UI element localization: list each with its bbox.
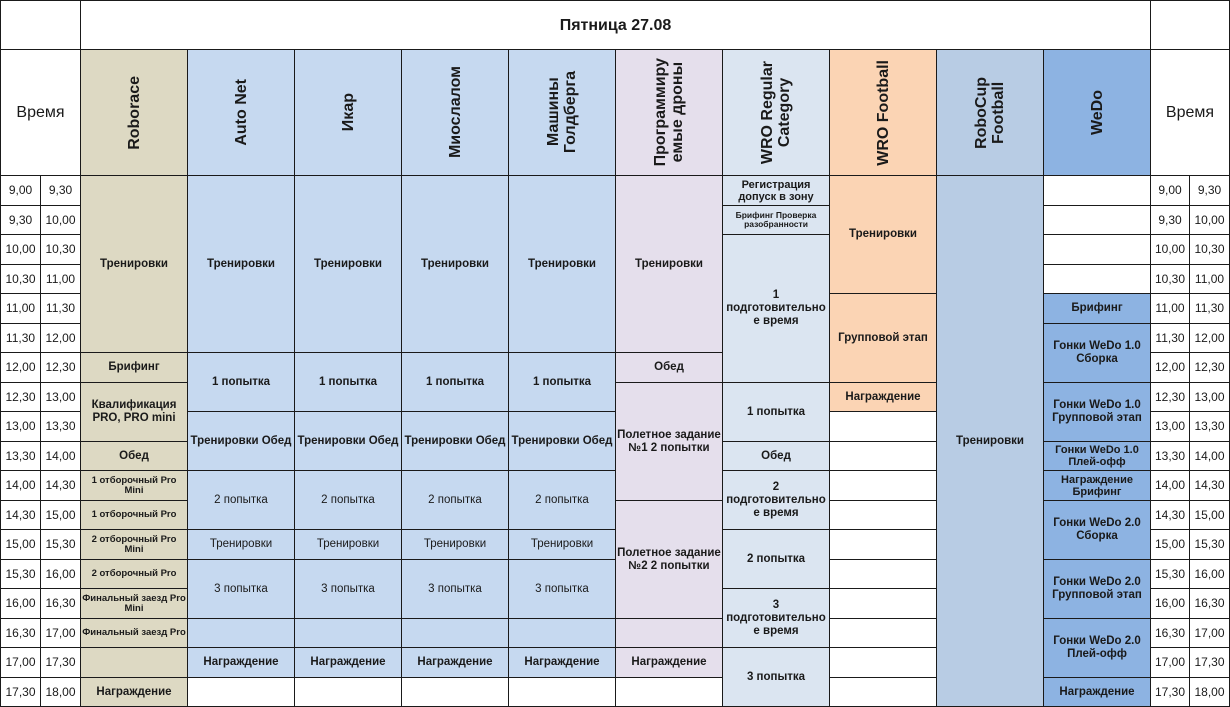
time-end: 15,00 bbox=[1189, 500, 1230, 530]
time-start: 13,00 bbox=[1150, 411, 1190, 442]
time-start: 14,00 bbox=[1150, 470, 1190, 501]
time-end: 11,30 bbox=[40, 293, 81, 324]
time-end: 14,00 bbox=[1189, 441, 1230, 471]
schedule-cell bbox=[401, 618, 509, 648]
schedule-cell bbox=[829, 677, 937, 707]
column-header-label: Auto Net bbox=[232, 79, 250, 146]
schedule-cell: Гонки WeDo 1.0 Плей-офф bbox=[1043, 441, 1151, 471]
schedule-cell: Групповой этап bbox=[829, 293, 937, 383]
time-start: 13,00 bbox=[0, 411, 41, 442]
schedule-cell bbox=[1043, 234, 1151, 265]
schedule-cell: 3 подготовительно е время bbox=[722, 588, 830, 648]
schedule-cell bbox=[829, 411, 937, 442]
schedule-cell bbox=[187, 677, 295, 707]
time-end: 11,30 bbox=[1189, 293, 1230, 324]
schedule-cell: Награждение bbox=[615, 647, 723, 678]
schedule-cell: Тренировки bbox=[508, 175, 616, 353]
time-start: 12,30 bbox=[1150, 382, 1190, 412]
time-end: 13,00 bbox=[1189, 382, 1230, 412]
schedule-cell bbox=[829, 470, 937, 501]
schedule-cell bbox=[1043, 264, 1151, 294]
time-end: 15,30 bbox=[1189, 529, 1230, 560]
time-end: 11,00 bbox=[1189, 264, 1230, 294]
schedule-cell: Тренировки bbox=[294, 529, 402, 560]
schedule-cell bbox=[80, 647, 188, 678]
schedule-cell: Обед bbox=[722, 441, 830, 471]
schedule-cell: 1 попытка bbox=[722, 382, 830, 442]
time-start: 10,30 bbox=[1150, 264, 1190, 294]
schedule-cell: Полетное задание №1 2 попытки bbox=[615, 382, 723, 501]
column-header bbox=[508, 49, 616, 176]
time-end: 18,00 bbox=[1189, 677, 1230, 707]
time-end: 17,30 bbox=[1189, 647, 1230, 678]
schedule-cell: Награждение Брифинг bbox=[1043, 470, 1151, 501]
time-header-right: Время bbox=[1150, 49, 1230, 176]
column-header-label: WRO Football bbox=[874, 59, 892, 166]
time-start: 12,30 bbox=[0, 382, 41, 412]
time-start: 15,00 bbox=[0, 529, 41, 560]
schedule-cell: Гонки WeDo 2.0 Сборка bbox=[1043, 500, 1151, 560]
time-start: 11,00 bbox=[1150, 293, 1190, 324]
column-header bbox=[722, 49, 830, 176]
time-start: 13,30 bbox=[0, 441, 41, 471]
time-end: 16,30 bbox=[40, 588, 81, 619]
time-end: 16,30 bbox=[1189, 588, 1230, 619]
time-start: 10,00 bbox=[0, 234, 41, 265]
schedule-cell bbox=[615, 618, 723, 648]
column-header bbox=[80, 49, 188, 176]
schedule-cell: Тренировки bbox=[187, 529, 295, 560]
schedule-cell: Обед bbox=[80, 441, 188, 471]
schedule-cell: 1 попытка bbox=[508, 352, 616, 412]
schedule-cell: Тренировки bbox=[401, 529, 509, 560]
schedule-cell: 2 попытка bbox=[294, 470, 402, 530]
schedule-cell: Полетное задание №2 2 попытки bbox=[615, 500, 723, 619]
schedule-cell bbox=[1043, 205, 1151, 235]
schedule-cell: Финальный заезд Pro Mini bbox=[80, 588, 188, 619]
schedule-cell: 1 подготовительно е время bbox=[722, 234, 830, 383]
time-start: 14,00 bbox=[0, 470, 41, 501]
time-start: 11,30 bbox=[1150, 323, 1190, 353]
time-start: 12,00 bbox=[1150, 352, 1190, 383]
schedule-cell: Гонки WeDo 1.0 Групповой этап bbox=[1043, 382, 1151, 442]
column-header-label: RoboCup Football bbox=[973, 76, 1007, 149]
schedule-cell: 3 попытка bbox=[508, 559, 616, 619]
schedule-cell bbox=[829, 529, 937, 560]
schedule-cell: Квалификация PRO, PRO mini bbox=[80, 382, 188, 442]
schedule-cell: Гонки WeDo 2.0 Групповой этап bbox=[1043, 559, 1151, 619]
time-start: 16,30 bbox=[0, 618, 41, 648]
schedule-cell: Тренировки bbox=[294, 175, 402, 353]
schedule-cell: 1 попытка bbox=[401, 352, 509, 412]
column-header-label: Машины Голдберга bbox=[545, 71, 579, 154]
schedule-cell: 3 попытка bbox=[401, 559, 509, 619]
time-end: 9,30 bbox=[40, 175, 81, 206]
column-header-label: WRO Regular Category bbox=[759, 60, 793, 165]
time-start: 14,30 bbox=[0, 500, 41, 530]
schedule-cell: Награждение bbox=[1043, 677, 1151, 707]
time-end: 9,30 bbox=[1189, 175, 1230, 206]
schedule-cell: Тренировки Обед bbox=[187, 411, 295, 471]
time-end: 11,00 bbox=[40, 264, 81, 294]
schedule-cell: Тренировки Обед bbox=[401, 411, 509, 471]
column-header bbox=[294, 49, 402, 176]
time-end: 12,30 bbox=[1189, 352, 1230, 383]
time-end: 17,00 bbox=[1189, 618, 1230, 648]
column-header bbox=[187, 49, 295, 176]
time-start: 17,30 bbox=[1150, 677, 1190, 707]
time-end: 12,00 bbox=[1189, 323, 1230, 353]
time-end: 17,30 bbox=[40, 647, 81, 678]
column-header bbox=[1043, 49, 1151, 176]
time-start: 9,30 bbox=[0, 205, 41, 235]
schedule-cell bbox=[829, 588, 937, 619]
schedule-cell bbox=[294, 677, 402, 707]
time-start: 10,00 bbox=[1150, 234, 1190, 265]
schedule-cell: Обед bbox=[615, 352, 723, 383]
schedule-cell: Тренировки Обед bbox=[508, 411, 616, 471]
column-header bbox=[936, 49, 1044, 176]
schedule-cell: Тренировки bbox=[508, 529, 616, 560]
time-end: 10,30 bbox=[40, 234, 81, 265]
schedule-cell bbox=[615, 677, 723, 707]
corner-top-left bbox=[0, 0, 81, 50]
time-end: 18,00 bbox=[40, 677, 81, 707]
schedule-cell bbox=[508, 618, 616, 648]
time-start: 15,00 bbox=[1150, 529, 1190, 560]
time-end: 16,00 bbox=[40, 559, 81, 589]
time-end: 14,30 bbox=[1189, 470, 1230, 501]
schedule-cell: Гонки WeDo 1.0 Сборка bbox=[1043, 323, 1151, 383]
schedule-cell: Брифинг bbox=[80, 352, 188, 383]
schedule-cell: Тренировки bbox=[187, 175, 295, 353]
schedule-cell: 2 подготовительно е время bbox=[722, 470, 830, 530]
schedule-cell: 3 попытка bbox=[722, 647, 830, 707]
time-end: 13,00 bbox=[40, 382, 81, 412]
time-end: 13,30 bbox=[40, 411, 81, 442]
schedule-cell: Финальный заезд Pro bbox=[80, 618, 188, 648]
schedule-cell: Регистрация допуск в зону bbox=[722, 175, 830, 206]
schedule-cell: 2 попытка bbox=[722, 529, 830, 589]
time-end: 17,00 bbox=[40, 618, 81, 648]
schedule-cell: Тренировки bbox=[80, 175, 188, 353]
time-start: 9,30 bbox=[1150, 205, 1190, 235]
schedule-cell bbox=[829, 647, 937, 678]
time-end: 10,00 bbox=[1189, 205, 1230, 235]
schedule-cell: Тренировки bbox=[401, 175, 509, 353]
schedule-cell bbox=[829, 559, 937, 589]
time-start: 16,00 bbox=[1150, 588, 1190, 619]
schedule-cell: Гонки WeDo 2.0 Плей-офф bbox=[1043, 618, 1151, 678]
time-start: 17,00 bbox=[0, 647, 41, 678]
column-header bbox=[615, 49, 723, 176]
schedule-cell: Награждение bbox=[508, 647, 616, 678]
time-end: 14,30 bbox=[40, 470, 81, 501]
page-title: Пятница 27.08 bbox=[80, 0, 1151, 50]
schedule-cell bbox=[829, 441, 937, 471]
time-start: 16,30 bbox=[1150, 618, 1190, 648]
corner-top-right bbox=[1150, 0, 1230, 50]
schedule-cell: Тренировки bbox=[615, 175, 723, 353]
schedule-cell: 1 попытка bbox=[187, 352, 295, 412]
schedule-cell bbox=[187, 618, 295, 648]
schedule-cell: 2 отборочный Pro bbox=[80, 559, 188, 589]
schedule-cell: Брифинг bbox=[1043, 293, 1151, 324]
time-end: 14,00 bbox=[40, 441, 81, 471]
time-start: 16,00 bbox=[0, 588, 41, 619]
column-header-label: WeDo bbox=[1088, 89, 1106, 136]
schedule-cell: Награждение bbox=[294, 647, 402, 678]
schedule-cell: 2 попытка bbox=[508, 470, 616, 530]
column-header-label: Программиру емые дроны bbox=[652, 58, 686, 167]
schedule-cell: 3 попытка bbox=[187, 559, 295, 619]
time-end: 13,30 bbox=[1189, 411, 1230, 442]
column-header-label: Миослалом bbox=[446, 66, 464, 159]
schedule-cell: 3 попытка bbox=[294, 559, 402, 619]
time-start: 17,30 bbox=[0, 677, 41, 707]
schedule-cell: Тренировки bbox=[936, 175, 1044, 707]
time-start: 10,30 bbox=[0, 264, 41, 294]
schedule-cell: Награждение bbox=[187, 647, 295, 678]
time-start: 11,30 bbox=[0, 323, 41, 353]
time-start: 12,00 bbox=[0, 352, 41, 383]
schedule-cell: 1 отборочный Pro Mini bbox=[80, 470, 188, 501]
schedule-cell: 1 попытка bbox=[294, 352, 402, 412]
time-header-left: Время bbox=[0, 49, 81, 176]
schedule-cell bbox=[829, 500, 937, 530]
schedule-cell: 2 попытка bbox=[401, 470, 509, 530]
schedule-cell: Награждение bbox=[401, 647, 509, 678]
time-start: 17,00 bbox=[1150, 647, 1190, 678]
time-end: 16,00 bbox=[1189, 559, 1230, 589]
schedule-cell: Тренировки bbox=[829, 175, 937, 294]
time-start: 9,00 bbox=[0, 175, 41, 206]
time-start: 13,30 bbox=[1150, 441, 1190, 471]
schedule-cell bbox=[829, 618, 937, 648]
schedule-cell: 2 отборочный Pro Mini bbox=[80, 529, 188, 560]
time-end: 15,00 bbox=[40, 500, 81, 530]
column-header-label: Roborace bbox=[125, 75, 143, 150]
schedule-cell bbox=[294, 618, 402, 648]
time-end: 15,30 bbox=[40, 529, 81, 560]
column-header-label: Икар bbox=[339, 93, 357, 132]
time-end: 10,30 bbox=[1189, 234, 1230, 265]
time-start: 11,00 bbox=[0, 293, 41, 324]
schedule-cell bbox=[508, 677, 616, 707]
time-start: 14,30 bbox=[1150, 500, 1190, 530]
schedule-cell: Награждение bbox=[829, 382, 937, 412]
schedule-cell bbox=[1043, 175, 1151, 206]
schedule-cell: 2 попытка bbox=[187, 470, 295, 530]
time-end: 12,00 bbox=[40, 323, 81, 353]
schedule-cell: Брифинг Проверка разобранности bbox=[722, 205, 830, 235]
time-start: 15,30 bbox=[0, 559, 41, 589]
column-header bbox=[829, 49, 937, 176]
schedule-cell bbox=[401, 677, 509, 707]
schedule-cell: Тренировки Обед bbox=[294, 411, 402, 471]
schedule-cell: 1 отборочный Pro bbox=[80, 500, 188, 530]
time-start: 9,00 bbox=[1150, 175, 1190, 206]
time-end: 10,00 bbox=[40, 205, 81, 235]
schedule-cell: Награждение bbox=[80, 677, 188, 707]
time-start: 15,30 bbox=[1150, 559, 1190, 589]
column-header bbox=[401, 49, 509, 176]
time-end: 12,30 bbox=[40, 352, 81, 383]
